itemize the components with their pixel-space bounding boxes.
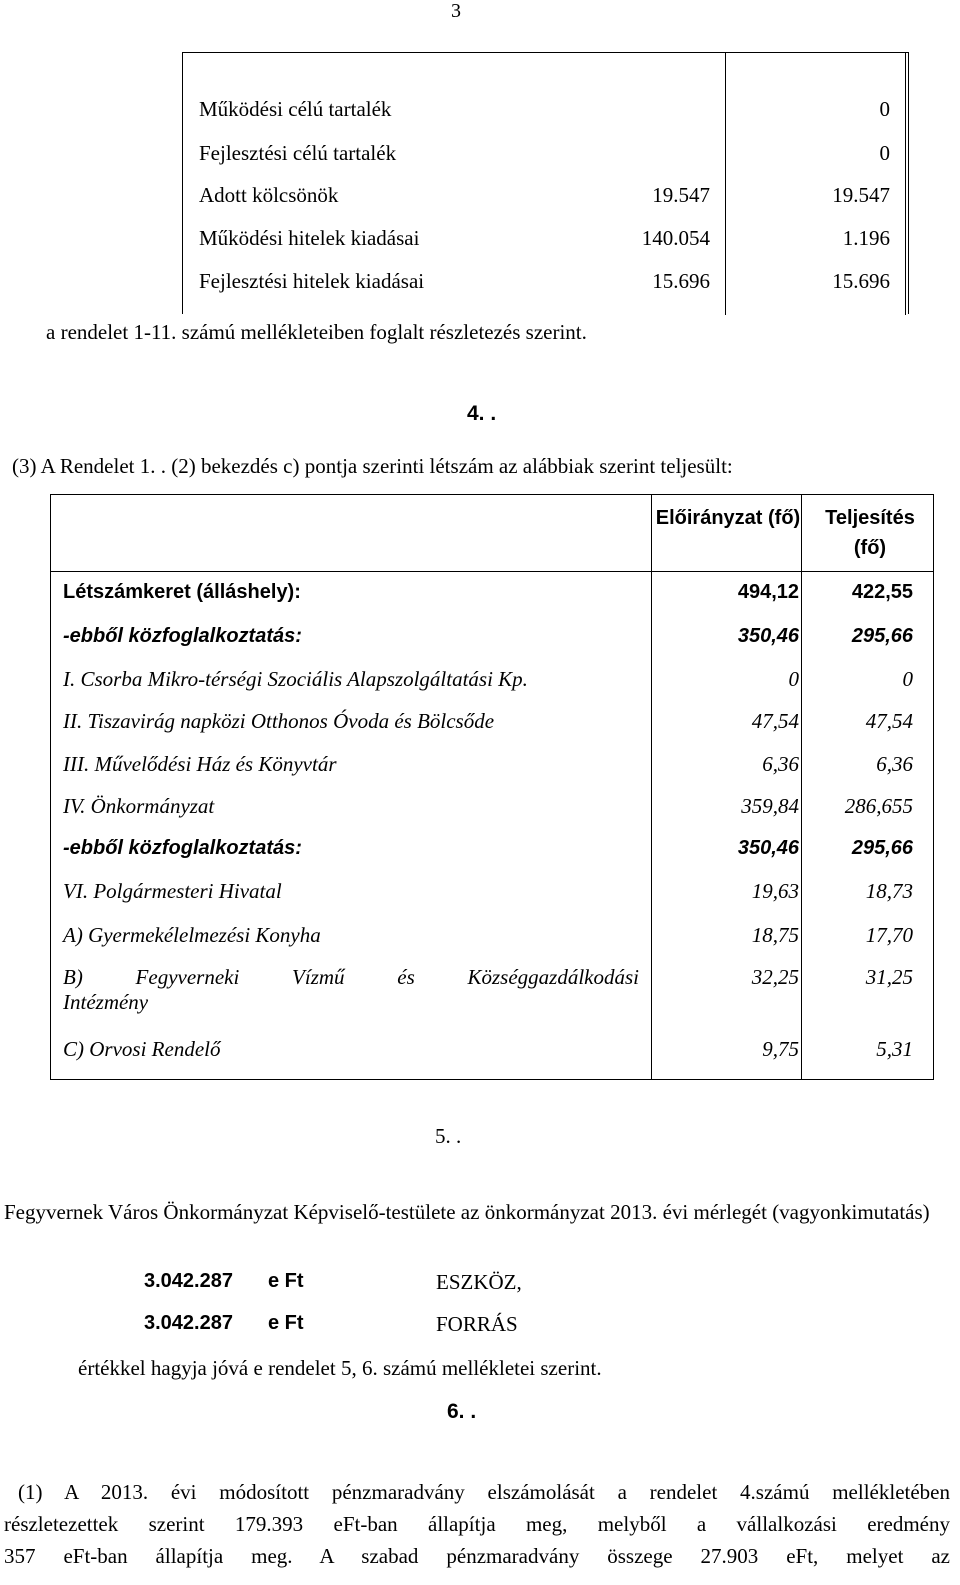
finance-value-2: 0 <box>879 141 890 165</box>
staff-row-planned: 350,46 <box>737 837 799 859</box>
staff-row-name: -ebből közfoglalkoztatás: <box>63 837 302 859</box>
asset-amount: 3.042.287 <box>144 1270 233 1292</box>
section-4-heading: 4. . <box>467 402 497 425</box>
staff-header-planned: Előirányzat (fő) <box>655 507 801 529</box>
staff-row-actual: 422,55 <box>851 581 913 603</box>
finance-value-1: 15.696 <box>652 269 710 293</box>
staff-row-actual: 6,36 <box>876 752 913 776</box>
finance-value-2: 1.196 <box>842 226 890 250</box>
finance-value-2: 19.547 <box>832 183 890 207</box>
row-b-word: és <box>397 965 415 989</box>
finance-table <box>182 52 909 314</box>
staff-row-actual: 286,655 <box>844 794 913 818</box>
row-b-first-line <box>63 965 639 990</box>
staff-row-planned: 359,84 <box>741 794 799 818</box>
row-b-word: Fegyverneki <box>135 965 240 989</box>
staff-row-name: Létszámkeret (álláshely): <box>63 581 301 603</box>
staff-row-name: VI. Polgármesteri Hivatal <box>63 879 282 903</box>
finance-label: Fejlesztési hitelek kiadásai <box>199 269 425 293</box>
staff-row-name: -ebből közfoglalkoztatás: <box>63 625 302 647</box>
finance-value-1: 19.547 <box>652 183 710 207</box>
staff-col-divider-1 <box>651 495 652 1079</box>
staff-row-actual: 17,70 <box>865 923 913 947</box>
staff-row-actual: 18,73 <box>865 879 913 903</box>
row-b-word: Vízmű <box>292 965 345 989</box>
staff-row-planned: 494,12 <box>737 581 799 603</box>
finance-value-1: 140.054 <box>641 226 710 250</box>
staff-row-planned: 47,54 <box>751 709 799 733</box>
finance-value-2: 0 <box>879 97 890 121</box>
table-row <box>183 269 910 312</box>
staff-row-planned: 6,36 <box>762 752 799 776</box>
finance-label: Működési célú tartalék <box>199 97 392 121</box>
table-row <box>183 141 910 184</box>
asset-label: ESZKÖZ, <box>436 1270 522 1294</box>
approval-text: értékkel hagyja jóvá e rendelet 5, 6. számú mellékletei szerint. <box>78 1356 602 1380</box>
row-b-actual: 31,25 <box>865 965 913 989</box>
row-b-word: B) <box>63 965 83 989</box>
source-amount: 3.042.287 <box>144 1312 233 1334</box>
section-6-line-2: részletezettek szerint 179.393 eFt-ban állapítja meg, melyből a vállalkozási eredmény <box>4 1512 950 1536</box>
staff-row-name: III. Művelődési Ház és Könyvtár <box>63 752 337 776</box>
finance-label: Fejlesztési célú tartalék <box>199 141 397 165</box>
staff-row-name: A) Gyermekélelmezési Konyha <box>63 923 321 947</box>
staff-row-actual: 295,66 <box>851 625 913 647</box>
section-5-text: Fegyvernek Város Önkormányzat Képviselő-testülete az önkormányzat 2013. évi mérlegét (vagyonkimutatás) <box>4 1200 930 1224</box>
staff-row-actual: 0 <box>902 667 913 691</box>
staff-header-line <box>51 571 933 572</box>
staff-row-name: II. Tiszavirág napközi Otthonos Óvoda és Bölcsőde <box>63 709 495 733</box>
section-5-heading: 5. . <box>435 1124 462 1148</box>
table-row <box>183 183 910 226</box>
staff-row-planned: 350,46 <box>737 625 799 647</box>
section-4-intro: (3) A Rendelet 1. . (2) bekezdés c) pontja szerinti létszám az alábbiak szerint teljesült: <box>12 454 733 478</box>
finance-label: Adott kölcsönök <box>199 183 339 207</box>
table-row <box>183 97 910 140</box>
staff-row-name: I. Csorba Mikro-térségi Szociális Alapszolgáltatási Kp. <box>63 667 528 691</box>
source-label: FORRÁS <box>436 1312 518 1336</box>
staff-row-planned: 0 <box>788 667 799 691</box>
asset-unit: e Ft <box>268 1270 304 1292</box>
row-c-planned: 9,75 <box>762 1037 799 1061</box>
row-b-word: Községgazdálkodási <box>467 965 639 989</box>
finance-label: Működési hitelek kiadásai <box>199 226 420 250</box>
row-b-second-line: Intézmény <box>63 990 149 1014</box>
row-b-planned: 32,25 <box>751 965 799 989</box>
staff-col-divider-2 <box>801 495 802 1079</box>
staff-table <box>50 494 934 1080</box>
staff-row-actual: 295,66 <box>851 837 913 859</box>
annex-sentence: a rendelet 1-11. számú mellékleteiben foglalt részletezés szerint. <box>46 320 587 344</box>
page-number: 3 <box>451 0 461 22</box>
staff-row-planned: 19,63 <box>751 879 799 903</box>
staff-row-name: IV. Önkormányzat <box>63 794 215 818</box>
section-6-heading: 6. . <box>447 1400 477 1423</box>
table-row <box>183 226 910 269</box>
row-c-actual: 5,31 <box>876 1037 913 1061</box>
staff-header-actual: Teljesítés (fő) <box>825 507 915 559</box>
source-unit: e Ft <box>268 1312 304 1334</box>
section-6-line-1: (1) A 2013. évi módosított pénzmaradvány elszámolását a rendelet 4.számú mellékletében <box>18 1480 950 1504</box>
section-6-line-3: 357 eFt-ban állapítja meg. A szabad pénzmaradvány összege 27.903 eFt, melyet az <box>4 1544 950 1568</box>
row-c-name: C) Orvosi Rendelő <box>63 1037 221 1061</box>
staff-row-planned: 18,75 <box>751 923 799 947</box>
finance-value-2: 15.696 <box>832 269 890 293</box>
staff-row-actual: 47,54 <box>865 709 913 733</box>
